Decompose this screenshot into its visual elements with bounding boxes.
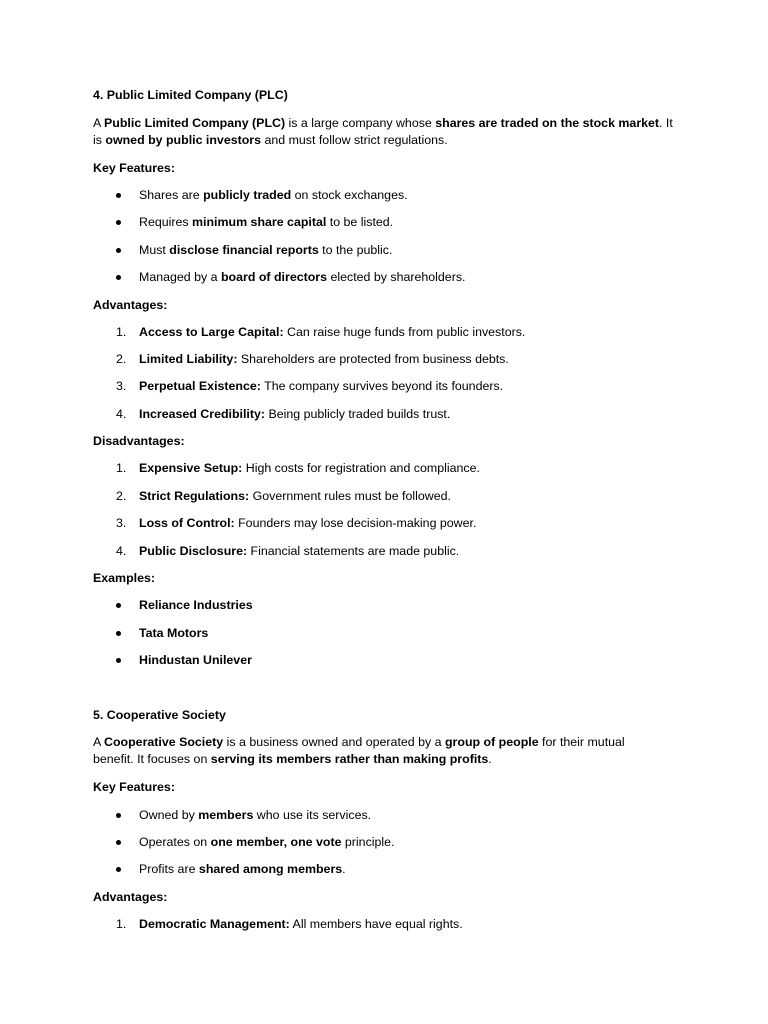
list-item: Strict Regulations: Government rules must be followed.: [139, 489, 451, 503]
section-4-features-label: Key Features:: [93, 161, 175, 175]
section-5-intro-line-2: benefit. It focuses on serving its members rather than making profits.: [93, 752, 492, 766]
list-item: Limited Liability: Shareholders are protected from business debts.: [139, 352, 509, 366]
bullet-icon: [116, 275, 121, 280]
bullet-icon: [116, 813, 121, 818]
bullet-icon: [116, 840, 121, 845]
list-number: 2.: [116, 352, 127, 366]
section-5-advantages-label: Advantages:: [93, 890, 168, 904]
bullet-icon: [116, 603, 121, 608]
section-4-intro-line-2: is owned by public investors and must follow strict regulations.: [93, 133, 448, 147]
section-5-heading: 5. Cooperative Society: [93, 708, 226, 722]
bullet-icon: [116, 193, 121, 198]
list-item: Hindustan Unilever: [139, 653, 252, 667]
list-item: Managed by a board of directors elected by shareholders.: [139, 270, 466, 284]
list-item: Democratic Management: All members have equal rights.: [139, 917, 463, 931]
list-number: 4.: [116, 544, 127, 558]
list-number: 1.: [116, 325, 127, 339]
section-4-advantages-label: Advantages:: [93, 298, 168, 312]
list-item: Expensive Setup: High costs for registration and compliance.: [139, 461, 480, 475]
list-item: Perpetual Existence: The company survives beyond its founders.: [139, 379, 504, 393]
list-item: Shares are publicly traded on stock exchanges.: [139, 188, 408, 202]
list-item: Must disclose financial reports to the public.: [139, 243, 393, 257]
section-5-intro-line-1: A Cooperative Society is a business owned and operated by a group of people for their mutual: [93, 735, 625, 749]
list-item: Reliance Industries: [139, 598, 253, 612]
bullet-icon: [116, 220, 121, 225]
bullet-icon: [116, 658, 121, 663]
list-number: 4.: [116, 407, 127, 421]
list-number: 1.: [116, 461, 127, 475]
section-4-disadvantages-label: Disadvantages:: [93, 434, 185, 448]
section-4-heading: 4. Public Limited Company (PLC): [93, 88, 288, 102]
list-item: Requires minimum share capital to be listed.: [139, 215, 394, 229]
section-4-intro-line-1: A Public Limited Company (PLC) is a large company whose shares are traded on the stock market. It: [93, 116, 673, 130]
list-number: 1.: [116, 917, 127, 931]
list-item: Increased Credibility: Being publicly traded builds trust.: [139, 407, 451, 421]
list-item: Tata Motors: [139, 626, 209, 640]
list-item: Public Disclosure: Financial statements are made public.: [139, 544, 460, 558]
bullet-icon: [116, 867, 121, 872]
section-5-features-label: Key Features:: [93, 780, 175, 794]
list-item: Access to Large Capital: Can raise huge funds from public investors.: [139, 325, 526, 339]
section-4-examples-label: Examples:: [93, 571, 155, 585]
list-number: 3.: [116, 516, 127, 530]
list-number: 2.: [116, 489, 127, 503]
bullet-icon: [116, 248, 121, 253]
list-item: Loss of Control: Founders may lose decision-making power.: [139, 516, 477, 530]
list-item: Operates on one member, one vote principle.: [139, 835, 395, 849]
list-item: Profits are shared among members.: [139, 862, 346, 876]
list-number: 3.: [116, 379, 127, 393]
list-item: Owned by members who use its services.: [139, 808, 372, 822]
bullet-icon: [116, 631, 121, 636]
